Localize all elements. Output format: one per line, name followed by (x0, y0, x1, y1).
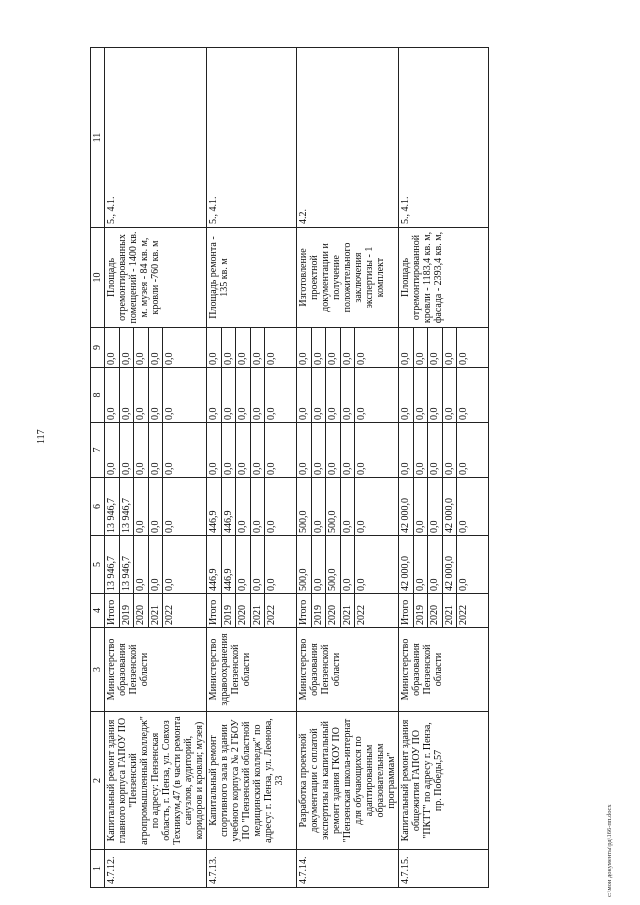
task-ref-cell: 5., 4.1. (207, 48, 297, 228)
total-cell-value: 0,0 (414, 536, 429, 593)
extra-budget-cell-value: 0,0 (164, 352, 175, 365)
local-budget-cell-value: 0,0 (164, 407, 175, 420)
regional-budget-cell (399, 478, 489, 536)
year-value: 2019 (120, 594, 135, 627)
extra-budget-cell (207, 328, 297, 368)
table-row (399, 48, 489, 888)
year-value: 2022 (266, 605, 277, 625)
total-cell-value: 0,0 (149, 536, 164, 593)
year-value: 2019 (222, 594, 237, 627)
item-number: 4.7.12. (105, 850, 207, 888)
item-name: Капитальный ремонт спортивного зала в здании учебного корпуса № 2 ГБОУ ПО "Пензенский областной медицинский колледж" по адресу: г. Пенза, ул. Леонова, 33 (207, 712, 297, 850)
year-value: 2020 (134, 594, 149, 627)
federal-budget-cell-value: 0,0 (134, 423, 149, 477)
responsible-org: Министерство образования Пензенской области (399, 628, 489, 712)
item-name: Разработка проектной документации с оплатой экспертизы на капитальный ремонт здания ГКОУ ПО "Пензенская школа-интернат для обучающихся по адаптированным образовательным программам" (297, 712, 399, 850)
extra-budget-cell-value: 0,0 (207, 328, 222, 367)
extra-budget-cell-value: 0,0 (297, 328, 312, 367)
regional-budget-cell-value: 0,0 (341, 478, 356, 535)
page-number: 117 (36, 429, 47, 444)
table-row (297, 48, 399, 888)
extra-budget-cell-value: 0,0 (105, 328, 120, 367)
header-cell: 4 (91, 594, 105, 628)
program-table (90, 47, 489, 888)
federal-budget-cell-value: 0,0 (414, 423, 429, 477)
year-value: Итого (297, 594, 312, 627)
total-cell-value: 0,0 (266, 578, 277, 591)
local-budget-cell-value: 0,0 (414, 368, 429, 422)
extra-budget-cell (105, 328, 207, 368)
regional-budget-cell-value: 0,0 (236, 478, 251, 535)
year-value: 2019 (414, 594, 429, 627)
federal-budget-cell (207, 423, 297, 478)
local-budget-cell-value: 0,0 (326, 368, 341, 422)
regional-budget-cell-value: 446,9 (222, 478, 237, 535)
regional-budget-cell-value: 0,0 (458, 520, 469, 533)
extra-budget-cell-value: 0,0 (341, 328, 356, 367)
local-budget-cell (399, 368, 489, 423)
extra-budget-cell-value: 0,0 (428, 328, 443, 367)
footer-path: c:\мои документы\рд\166-пп.docx (606, 804, 613, 897)
regional-budget-cell-value: 13 946,7 (105, 478, 120, 535)
total-cell-value: 446,9 (207, 536, 222, 593)
header-cell: 10 (91, 228, 105, 328)
extra-budget-cell-value: 0,0 (326, 328, 341, 367)
year-value: 2020 (428, 594, 443, 627)
extra-budget-cell-value: 0,0 (266, 352, 277, 365)
year-value: 2019 (312, 594, 327, 627)
federal-budget-cell-value: 0,0 (207, 423, 222, 477)
year-value: 2021 (149, 594, 164, 627)
federal-budget-cell (105, 423, 207, 478)
regional-budget-cell (207, 478, 297, 536)
regional-budget-cell (105, 478, 207, 536)
local-budget-cell (207, 368, 297, 423)
federal-budget-cell-value: 0,0 (297, 423, 312, 477)
rotated-table-container (90, 48, 530, 888)
task-ref-cell: 4.2. (297, 48, 399, 228)
year-value: 2021 (341, 594, 356, 627)
regional-budget-cell-value: 0,0 (414, 478, 429, 535)
header-cell: 7 (91, 423, 105, 478)
total-cell-value: 0,0 (356, 578, 367, 591)
federal-budget-cell-value: 0,0 (120, 423, 135, 477)
extra-budget-cell-value: 0,0 (236, 328, 251, 367)
extra-budget-cell-value: 0,0 (443, 328, 458, 367)
extra-budget-cell-value: 0,0 (414, 328, 429, 367)
federal-budget-cell-value: 0,0 (458, 462, 469, 475)
local-budget-cell-value: 0,0 (458, 407, 469, 420)
table-row (105, 48, 207, 888)
regional-budget-cell-value: 0,0 (428, 478, 443, 535)
year (105, 594, 207, 628)
federal-budget-cell (297, 423, 399, 478)
extra-budget-cell-value: 0,0 (312, 328, 327, 367)
extra-budget-cell-value: 0,0 (399, 328, 414, 367)
federal-budget-cell-value: 0,0 (443, 423, 458, 477)
indicator-cell: Площадь отремонтированной кровли - 1183,4 кв. м, фасада - 2393,4 кв. м, (399, 228, 489, 328)
federal-budget-cell-value: 0,0 (356, 462, 367, 475)
federal-budget-cell-value: 0,0 (312, 423, 327, 477)
federal-budget-cell-value: 0,0 (428, 423, 443, 477)
year-value: 2022 (458, 605, 469, 625)
header-cell: 3 (91, 628, 105, 712)
extra-budget-cell-value: 0,0 (134, 328, 149, 367)
header-cell: 8 (91, 368, 105, 423)
regional-budget-cell-value: 0,0 (164, 520, 175, 533)
extra-budget-cell-value: 0,0 (458, 352, 469, 365)
year (207, 594, 297, 628)
task-ref-cell: 5., 4.1. (399, 48, 489, 228)
federal-budget-cell-value: 0,0 (105, 423, 120, 477)
item-number: 4.7.13. (207, 850, 297, 888)
header-cell: 9 (91, 328, 105, 368)
total-cell (399, 536, 489, 594)
year-value: 2021 (443, 594, 458, 627)
regional-budget-cell (297, 478, 399, 536)
year (399, 594, 489, 628)
total-cell-value: 0,0 (134, 536, 149, 593)
year (297, 594, 399, 628)
regional-budget-cell-value: 42 000,0 (399, 478, 414, 535)
local-budget-cell (105, 368, 207, 423)
federal-budget-cell-value: 0,0 (236, 423, 251, 477)
item-name: Капитальный ремонт здания главного корпуса ГАПОУ ПО "Пензенский агропромышленный колледж" по адресу: Пензенская область, г. Пенза, ул. Совхоз Техникум,47 (в части ремонта санузлов, аудиторий, коридоров и кровли; музея) (105, 712, 207, 850)
local-budget-cell-value: 0,0 (428, 368, 443, 422)
total-cell-value: 42 000,0 (443, 536, 458, 593)
extra-budget-cell-value: 0,0 (149, 328, 164, 367)
responsible-org: Министерство здравоохранения Пензенской области (207, 628, 297, 712)
table-row (207, 48, 297, 888)
federal-budget-cell-value: 0,0 (266, 462, 277, 475)
year-value: 2020 (326, 594, 341, 627)
indicator-cell: Изготовление проектной документации и получение положительного заключения экспертизы - 1 комплект (297, 228, 399, 328)
header-cell: 2 (91, 712, 105, 850)
local-budget-cell-value: 0,0 (134, 368, 149, 422)
table-body (105, 48, 489, 888)
local-budget-cell-value: 0,0 (297, 368, 312, 422)
federal-budget-cell (399, 423, 489, 478)
federal-budget-cell-value: 0,0 (222, 423, 237, 477)
extra-budget-cell (297, 328, 399, 368)
item-number: 4.7.15. (399, 850, 489, 888)
header-cell: 6 (91, 478, 105, 536)
total-cell-value: 13 946,7 (105, 536, 120, 593)
federal-budget-cell-value: 0,0 (164, 462, 175, 475)
total-cell-value: 0,0 (428, 536, 443, 593)
task-ref-cell: 5., 4.1. (105, 48, 207, 228)
total-cell-value: 446,9 (222, 536, 237, 593)
local-budget-cell-value: 0,0 (207, 368, 222, 422)
federal-budget-cell-value: 0,0 (251, 423, 266, 477)
local-budget-cell (297, 368, 399, 423)
regional-budget-cell-value: 0,0 (356, 520, 367, 533)
local-budget-cell-value: 0,0 (312, 368, 327, 422)
total-cell-value: 0,0 (312, 536, 327, 593)
regional-budget-cell-value: 500,0 (297, 478, 312, 535)
indicator-cell: Площадь отремонтированных помещений - 1400 кв. м. музея - 84 кв. м, кровли -760 кв. м (105, 228, 207, 328)
total-cell-value: 500,0 (297, 536, 312, 593)
year-value: 2022 (164, 605, 175, 625)
extra-budget-cell (399, 328, 489, 368)
total-cell-value: 0,0 (251, 536, 266, 593)
item-name: Капитальный ремонт здания общежития ГАПОУ ПО "ПКТТ" по адресу г. Пенза, пр. Победы,57 (399, 712, 489, 850)
header-row (91, 48, 105, 888)
total-cell (207, 536, 297, 594)
local-budget-cell-value: 0,0 (149, 368, 164, 422)
local-budget-cell-value: 0,0 (105, 368, 120, 422)
header-cell: 1 (91, 850, 105, 888)
total-cell-value: 0,0 (164, 578, 175, 591)
regional-budget-cell-value: 0,0 (134, 478, 149, 535)
year-value: Итого (207, 594, 222, 627)
federal-budget-cell-value: 0,0 (399, 423, 414, 477)
total-cell-value: 0,0 (236, 536, 251, 593)
header-cell: 5 (91, 536, 105, 594)
local-budget-cell-value: 0,0 (341, 368, 356, 422)
indicator-cell: Площадь ремонта - 135 кв. м (207, 228, 297, 328)
total-cell-value: 0,0 (458, 578, 469, 591)
header-cell: 11 (91, 48, 105, 228)
regional-budget-cell-value: 446,9 (207, 478, 222, 535)
local-budget-cell-value: 0,0 (120, 368, 135, 422)
regional-budget-cell-value: 0,0 (251, 478, 266, 535)
total-cell-value: 13 946,7 (120, 536, 135, 593)
responsible-org: Министерство образования Пензенской области (297, 628, 399, 712)
regional-budget-cell-value: 500,0 (326, 478, 341, 535)
local-budget-cell-value: 0,0 (236, 368, 251, 422)
item-number: 4.7.14. (297, 850, 399, 888)
extra-budget-cell-value: 0,0 (356, 352, 367, 365)
total-cell-value: 0,0 (341, 536, 356, 593)
year-value: Итого (399, 594, 414, 627)
federal-budget-cell-value: 0,0 (326, 423, 341, 477)
federal-budget-cell-value: 0,0 (149, 423, 164, 477)
year-value: 2020 (236, 594, 251, 627)
total-cell (297, 536, 399, 594)
total-cell-value: 42 000,0 (399, 536, 414, 593)
local-budget-cell-value: 0,0 (222, 368, 237, 422)
federal-budget-cell-value: 0,0 (341, 423, 356, 477)
year-value: Итого (105, 594, 120, 627)
year-value: 2021 (251, 594, 266, 627)
year-value: 2022 (356, 605, 367, 625)
local-budget-cell-value: 0,0 (266, 407, 277, 420)
local-budget-cell-value: 0,0 (251, 368, 266, 422)
local-budget-cell-value: 0,0 (443, 368, 458, 422)
extra-budget-cell-value: 0,0 (251, 328, 266, 367)
responsible-org: Министерство образования Пензенской области (105, 628, 207, 712)
local-budget-cell-value: 0,0 (399, 368, 414, 422)
local-budget-cell-value: 0,0 (356, 407, 367, 420)
total-cell (105, 536, 207, 594)
total-cell-value: 500,0 (326, 536, 341, 593)
regional-budget-cell-value: 0,0 (312, 478, 327, 535)
regional-budget-cell-value: 0,0 (266, 520, 277, 533)
extra-budget-cell-value: 0,0 (222, 328, 237, 367)
regional-budget-cell-value: 13 946,7 (120, 478, 135, 535)
regional-budget-cell-value: 0,0 (149, 478, 164, 535)
extra-budget-cell-value: 0,0 (120, 328, 135, 367)
regional-budget-cell-value: 42 000,0 (443, 478, 458, 535)
